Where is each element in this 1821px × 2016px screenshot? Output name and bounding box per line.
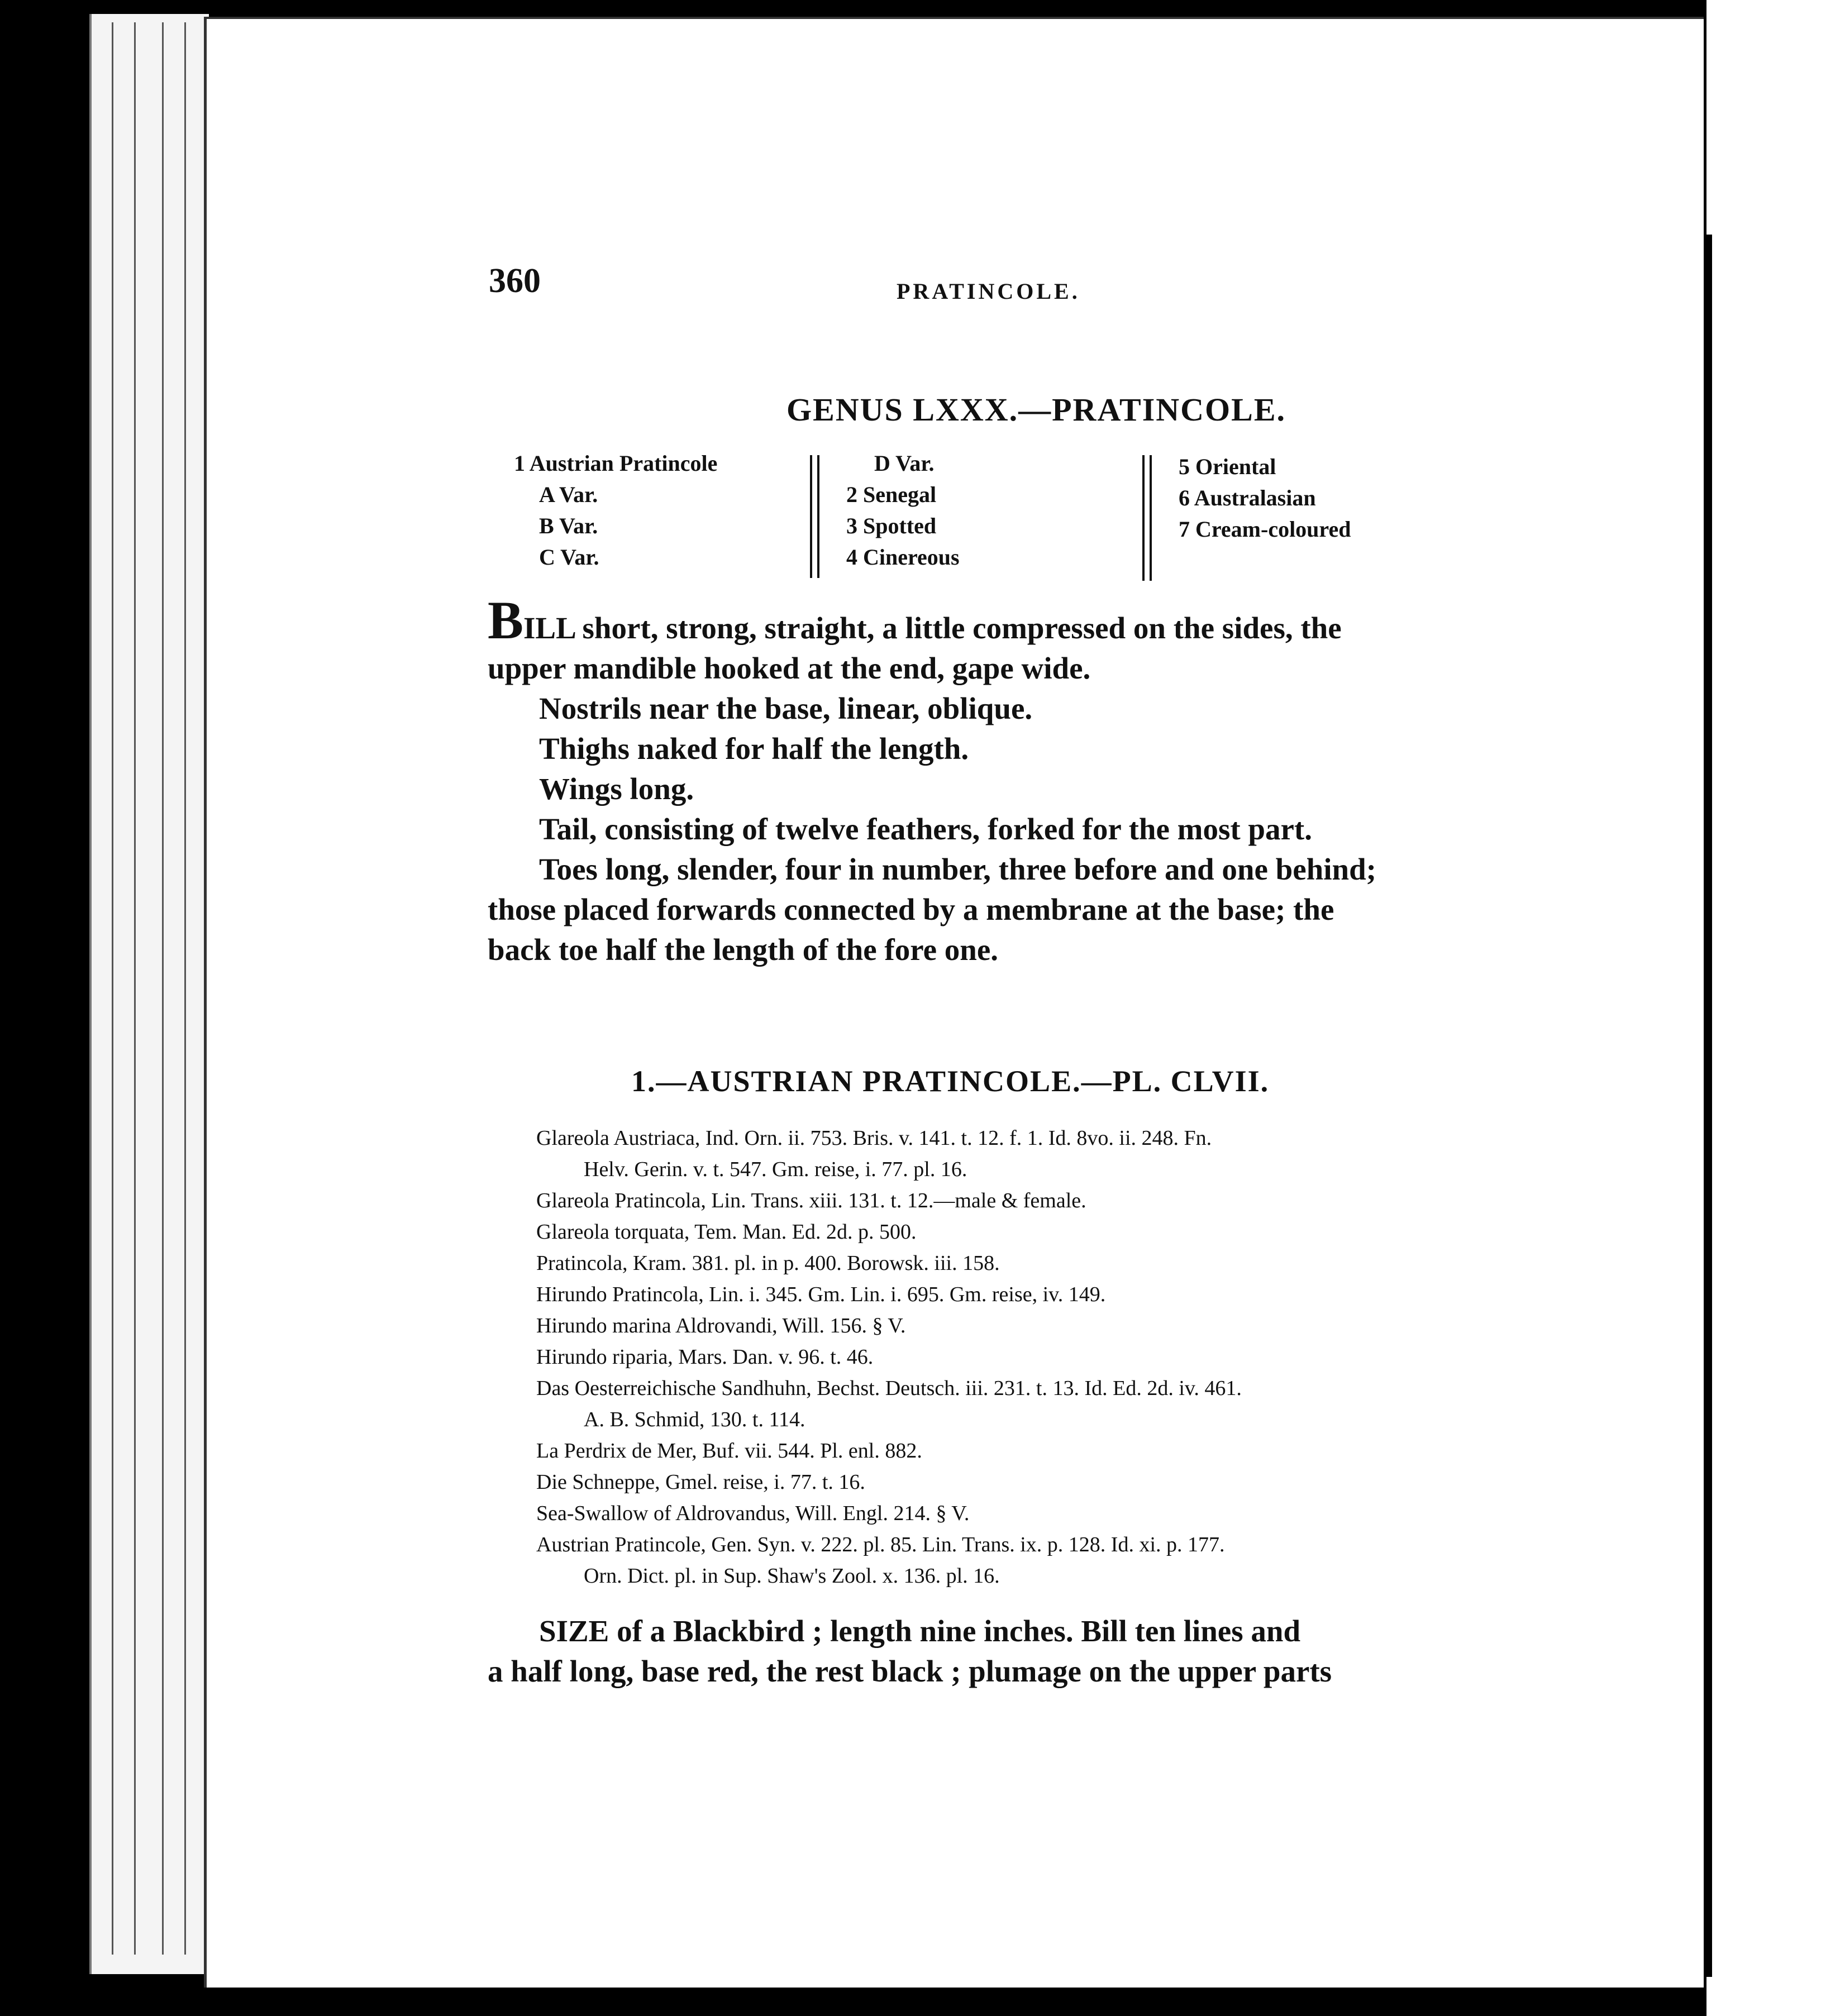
column-rule xyxy=(817,455,819,578)
synonymy-line: Glareola Austriaca, Ind. Orn. ii. 753. Bris. v. 141. t. 12. f. 1. Id. 8vo. ii. 248. Fn. xyxy=(536,1126,1212,1150)
genus-title xyxy=(0,391,1821,428)
right-margin-strip xyxy=(1706,0,1821,2016)
species-entry: A Var. xyxy=(539,482,598,507)
synonymy-line: Die Schneppe, Gmel. reise, i. 77. t. 16. xyxy=(536,1470,865,1494)
species-column-2 xyxy=(846,448,960,573)
species-entry: 1 Austrian Pratincole xyxy=(514,451,718,476)
synonymy-line: A. B. Schmid, 130. t. 114. xyxy=(584,1408,805,1431)
synonymy-line: Sea-Swallow of Aldrovandus, Will. Engl. 214. § V. xyxy=(536,1502,970,1525)
species-entry: 2 Senegal xyxy=(846,482,937,507)
description-line: Nostrils near the base, linear, oblique. xyxy=(539,691,1033,725)
species-heading: 1.—AUSTRIAN PRATINCOLE.—PL. CLVII. xyxy=(631,1064,1270,1098)
synonymy-line: Orn. Dict. pl. in Sup. Shaw's Zool. x. 136. pl. 16. xyxy=(584,1564,1000,1588)
size-line: SIZE of a Blackbird ; length nine inches. Bill ten lines and xyxy=(539,1614,1301,1648)
synonymy-line: Hirundo Pratincola, Lin. i. 345. Gm. Lin. i. 695. Gm. reise, iv. 149. xyxy=(536,1283,1106,1306)
description-line: Tail, consisting of twelve feathers, forked for the most part. xyxy=(539,812,1312,846)
species-entry: B Var. xyxy=(539,513,598,538)
species-column-3 xyxy=(1179,451,1351,545)
page-edge-line xyxy=(112,22,113,1955)
species-column-1 xyxy=(514,448,717,573)
species-entry: 7 Cream-coloured xyxy=(1179,517,1351,542)
synonymy-line: Hirundo riparia, Mars. Dan. v. 96. t. 46. xyxy=(536,1345,874,1369)
size-line: a half long, base red, the rest black ; plumage on the upper parts xyxy=(488,1654,1332,1688)
description-line: Thighs naked for half the length. xyxy=(539,732,969,766)
species-entry: C Var. xyxy=(539,544,599,570)
description-line: Wings long. xyxy=(539,772,694,806)
description-line: upper mandible hooked at the end, gape wide. xyxy=(488,651,1091,685)
page-edge-line xyxy=(184,22,186,1955)
species-entry: 6 Australasian xyxy=(1179,485,1316,510)
book-edge xyxy=(89,14,209,1974)
size-paragraph xyxy=(488,1611,1332,1692)
column-rule xyxy=(810,455,812,578)
page-edge-line xyxy=(162,22,164,1955)
synonymy-line: Pratincola, Kram. 381. pl. in p. 400. Borowsk. iii. 158. xyxy=(536,1251,1000,1275)
synonymy-line: Hirundo marina Aldrovandi, Will. 156. § V. xyxy=(536,1314,906,1337)
drop-cap: B xyxy=(488,590,524,650)
synonymy-line: La Perdrix de Mer, Buf. vii. 544. Pl. enl. 882. xyxy=(536,1439,922,1463)
description-line: Toes long, slender, four in number, three before and one behind; xyxy=(539,852,1376,886)
synonymy-line: Austrian Pratincole, Gen. Syn. v. 222. pl. 85. Lin. Trans. ix. p. 128. Id. xi. p. 177. xyxy=(536,1533,1225,1556)
column-rule xyxy=(1150,455,1152,581)
species-entry: 4 Cinereous xyxy=(846,544,960,570)
description-line: those placed forwards connected by a membrane at the base; the xyxy=(488,892,1334,926)
description-text: ILL short, strong, straight, a little compressed on the sides, the xyxy=(523,611,1342,645)
genus-title-text: GENUS LXXX.—PRATINCOLE. xyxy=(786,391,1286,428)
page-number: 360 xyxy=(489,262,541,300)
description-line xyxy=(488,590,1376,650)
species-entry: D Var. xyxy=(874,451,935,476)
description-line: back toe half the length of the fore one. xyxy=(488,933,999,967)
running-head: PRATINCOLE. xyxy=(897,279,1080,304)
page-edge-line xyxy=(134,22,136,1955)
synonymy-line: Glareola torquata, Tem. Man. Ed. 2d. p. 500. xyxy=(536,1220,917,1244)
synonymy-line: Helv. Gerin. v. t. 547. Gm. reise, i. 77. pl. 16. xyxy=(584,1158,967,1181)
synonymy-line: Das Oesterreichische Sandhuhn, Bechst. Deutsch. iii. 231. t. 13. Id. Ed. 2d. iv. 461. xyxy=(536,1377,1242,1400)
synonymy-line: Glareola Pratincola, Lin. Trans. xiii. 131. t. 12.—male & female. xyxy=(536,1189,1086,1212)
synonymy-list xyxy=(536,1122,1242,1592)
species-entry: 3 Spotted xyxy=(846,513,937,538)
genus-description xyxy=(488,590,1376,970)
species-entry: 5 Oriental xyxy=(1179,454,1276,479)
column-rule xyxy=(1142,455,1145,581)
book-page xyxy=(204,17,1704,1988)
